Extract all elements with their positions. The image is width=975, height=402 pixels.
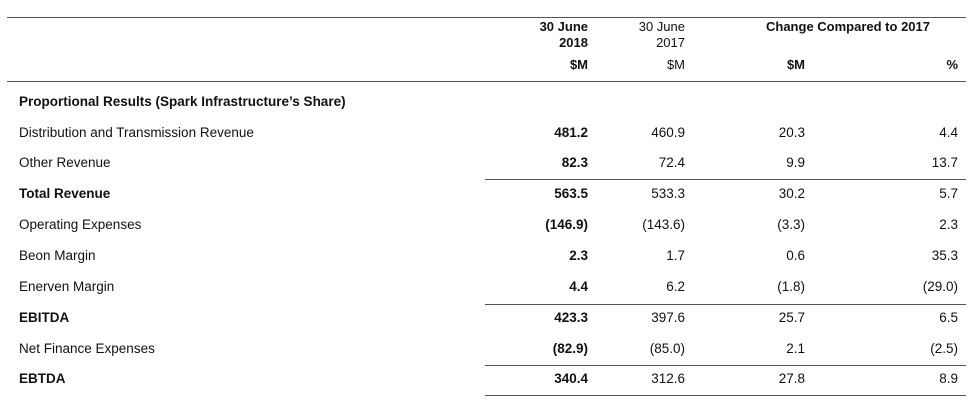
- value-percent: 5.7: [939, 186, 958, 201]
- header-2018-unit: $M: [569, 57, 588, 72]
- value-2018: 2.3: [569, 248, 588, 263]
- value-percent: 2.3: [939, 217, 958, 232]
- value-change: 20.3: [778, 125, 805, 140]
- table-row: [0, 246, 975, 268]
- section-title: Proportional Results (Spark Infrastructure’s Share): [19, 94, 346, 109]
- value-percent: (2.5): [930, 341, 958, 356]
- value-change: 0.6: [786, 248, 805, 263]
- value-change: 27.8: [778, 371, 805, 386]
- value-2018: (146.9): [545, 217, 588, 232]
- subtotal-rule: [485, 365, 966, 366]
- value-change: 9.9: [786, 155, 805, 170]
- value-percent: 4.4: [939, 125, 958, 140]
- value-2017: 6.2: [666, 279, 685, 294]
- subtotal-rule: [485, 179, 966, 180]
- table-row: [0, 123, 975, 145]
- value-change: 30.2: [778, 186, 805, 201]
- value-change: (1.8): [777, 279, 805, 294]
- value-2017: 397.6: [651, 310, 685, 325]
- section-title-row: [0, 92, 975, 114]
- value-2018: 4.4: [569, 279, 588, 294]
- value-percent: 6.5: [939, 310, 958, 325]
- row-label: Other Revenue: [19, 155, 111, 170]
- row-label: EBITDA: [19, 310, 70, 325]
- value-2018: 563.5: [554, 186, 588, 201]
- header-change-unit: $M: [786, 57, 805, 72]
- value-2017: 1.7: [666, 248, 685, 263]
- row-label: Net Finance Expenses: [19, 341, 155, 356]
- table-row: [0, 339, 975, 361]
- value-2017: 312.6: [651, 371, 685, 386]
- table-row: [0, 308, 975, 330]
- header-2018-line2: 2018: [559, 35, 588, 50]
- row-label: Operating Expenses: [19, 217, 142, 232]
- header-2017-unit: $M: [666, 57, 685, 72]
- value-2018: 82.3: [561, 155, 588, 170]
- value-percent: 35.3: [931, 248, 958, 263]
- table-row: [0, 369, 975, 391]
- table-row: [0, 215, 975, 237]
- table-row: [0, 184, 975, 206]
- value-2018: 423.3: [554, 310, 588, 325]
- value-2017: 533.3: [651, 186, 685, 201]
- subtotal-rule: [485, 304, 966, 305]
- header-2018-line1: 30 June: [539, 19, 588, 34]
- header-bottom-rule: [7, 81, 966, 82]
- header-change-title: Change Compared to 2017: [766, 19, 930, 34]
- table-bottom-rule: [485, 395, 966, 396]
- value-change: (3.3): [777, 217, 805, 232]
- value-2017: (143.6): [642, 217, 685, 232]
- header-2017-line2: 2017: [656, 35, 685, 50]
- table-row: [0, 277, 975, 299]
- value-change: 2.1: [786, 341, 805, 356]
- value-2018: 340.4: [554, 371, 588, 386]
- header-2017-line1: 30 June: [638, 19, 685, 34]
- row-label: EBTDA: [19, 371, 66, 386]
- value-2017: 460.9: [651, 125, 685, 140]
- table-row: [0, 153, 975, 175]
- value-2018: 481.2: [554, 125, 588, 140]
- row-label: Enerven Margin: [19, 279, 115, 294]
- value-percent: 13.7: [931, 155, 958, 170]
- value-2017: 72.4: [658, 155, 685, 170]
- row-label: Beon Margin: [19, 248, 96, 263]
- header-change-percent: %: [946, 57, 958, 72]
- value-2018: (82.9): [552, 341, 588, 356]
- row-label: Total Revenue: [19, 186, 111, 201]
- row-label: Distribution and Transmission Revenue: [19, 125, 254, 140]
- value-change: 25.7: [778, 310, 805, 325]
- table-top-rule: [7, 17, 966, 18]
- value-2017: (85.0): [649, 341, 685, 356]
- value-percent: 8.9: [939, 371, 958, 386]
- value-percent: (29.0): [922, 279, 958, 294]
